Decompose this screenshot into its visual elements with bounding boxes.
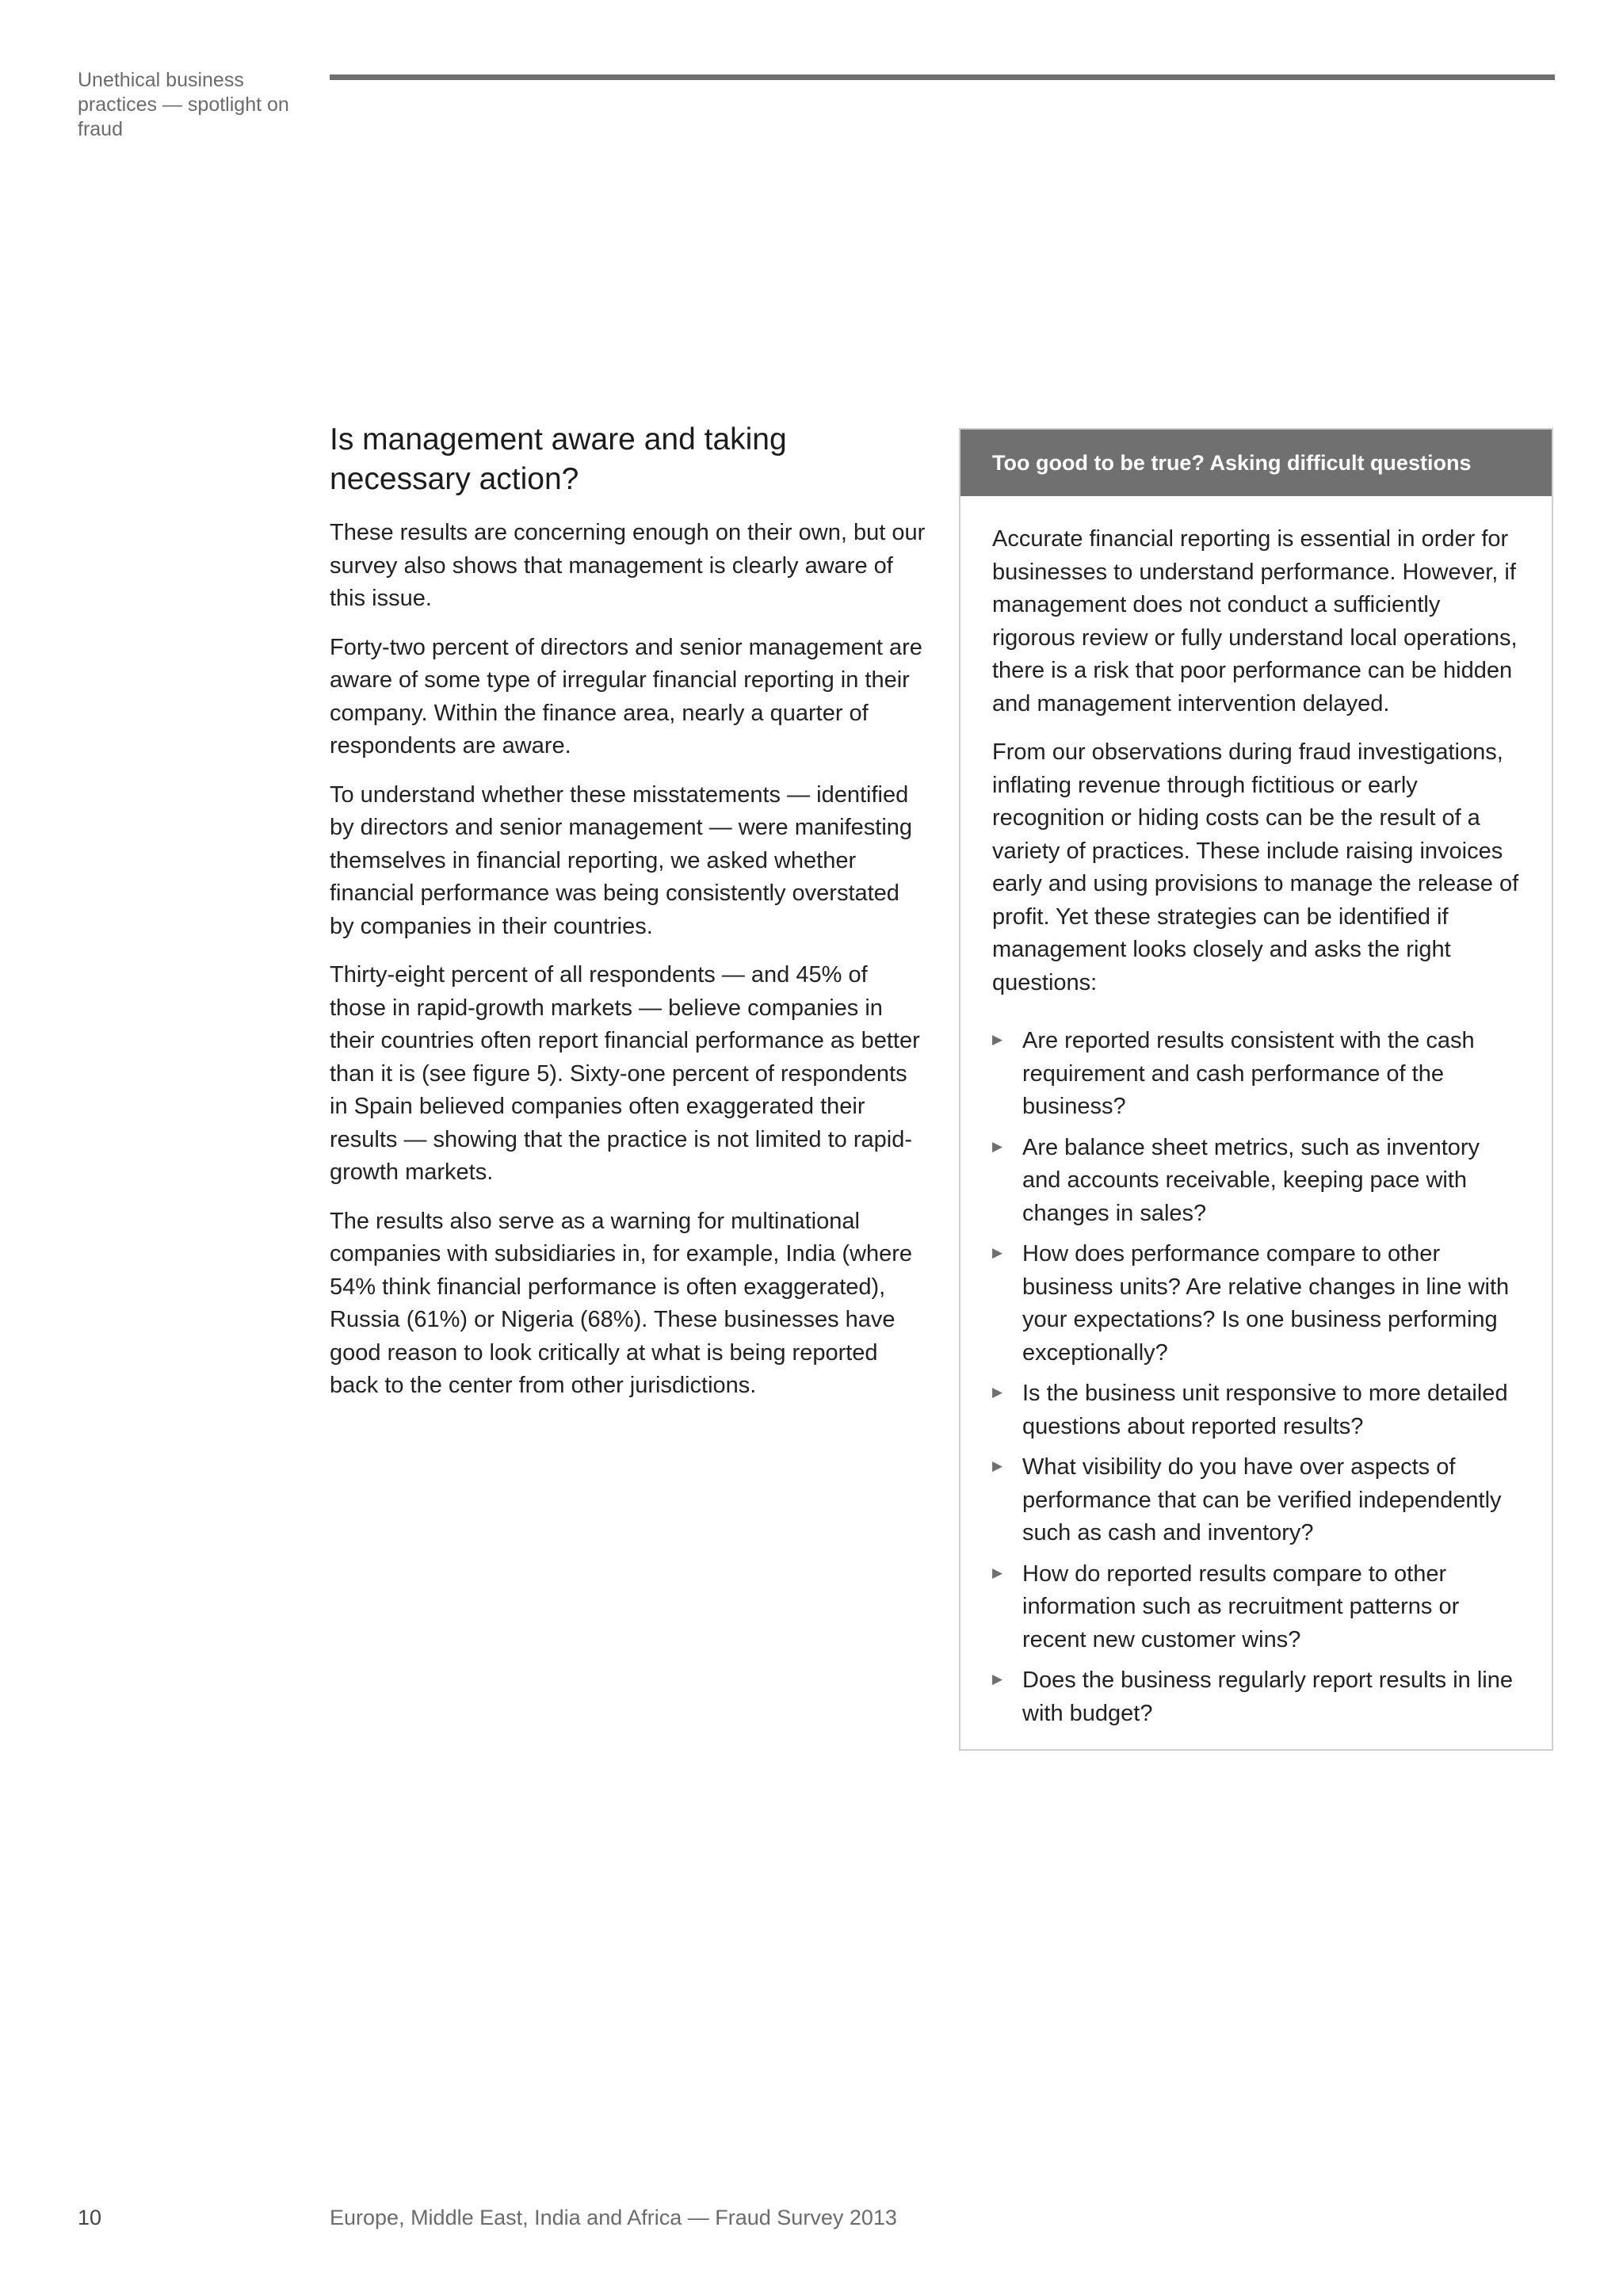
triangle-right-icon: ▶ [992,1458,1003,1473]
list-item [992,1664,1520,1730]
list-item [992,1558,1520,1657]
list-item [992,1132,1520,1231]
sidebar-body [960,496,1552,1749]
body-paragraph: Forty-two percent of directors and senior management are aware of some type of irregular financial reporting in their company. Within the finance area, nearly a quarter of respondents are aware. [330,634,922,758]
body-paragraph: To understand whether these misstatements — identified by directors and senior management — were manifesting themselves in financial reporting, we asked whether financial performance was being consistently overstated by companies in their countries. [330,781,913,939]
sidebar-paragraph: From our observations during fraud investigations, inflating revenue through fictitious or early recognition or hiding costs can be the result of a variety of practices. These include raising invoices early and using provisions to manage the release of profit. Yet these strategies can be identified if management looks closely and asks the right questions: [992,739,1519,995]
question-text: How does performance compare to other business units? Are relative changes in line with your expectations? Is one business performing exceptionally? [1022,1241,1510,1366]
triangle-right-icon: ▶ [992,1385,1003,1400]
section-heading: Is management aware and taking necessary action? [330,422,787,496]
list-item [992,1377,1520,1443]
list-item [992,1025,1520,1124]
question-text: Are balance sheet metrics, such as inventory and accounts receivable, keeping pace with changes in sales? [1022,1134,1480,1226]
triangle-right-icon: ▶ [992,1564,1003,1580]
triangle-right-icon: ▶ [992,1671,1003,1687]
body-paragraph: The results also serve as a warning for multinational companies with subsidiaries in, for example, India (where 54% think financial performance is often exaggerated), Russia (61%) or Nigeria (68%). These businesses have good reason to look critically at what is being reported back to the center from other jurisdictions. [330,1208,913,1398]
triangle-right-icon: ▶ [992,1138,1003,1154]
sidebar-box [959,428,1553,1751]
sidebar-title: Too good to be true? Asking difficult questions [960,430,1552,496]
triangle-right-icon: ▶ [992,1032,1003,1047]
main-column [330,420,926,1419]
body-paragraph: These results are concerning enough on their own, but our survey also shows that management is clearly aware of this issue. [330,520,926,611]
footer-title: Europe, Middle East, India and Africa — Fraud Survey 2013 [330,2206,897,2229]
question-text: Is the business unit responsive to more detailed questions about reported results? [1022,1381,1508,1439]
header-rule [330,74,1555,80]
body-paragraph: Thirty-eight percent of all respondents — and 45% of those in rapid-growth markets — believe companies in their countries often report financial performance as better than it is (see figure 5). Sixty-one percent of respondents in Spain believed companies often exaggerated their results — showing that the practice is not limited to rapid-growth markets. [330,962,920,1185]
question-list [992,1025,1520,1730]
sidebar-paragraph: Accurate financial reporting is essential in order for businesses to understand performance. However, if management does not conduct a sufficiently rigorous review or fully understand local operations, there is a risk that poor performance can be hidden and management intervention delayed. [992,526,1518,716]
question-text: Does the business regularly report results in line with budget? [1022,1668,1513,1726]
question-text: How do reported results compare to other information such as recruitment patterns or recent new customer wins? [1022,1561,1460,1652]
list-item [992,1238,1520,1370]
section-label: Unethical business practices — spotlight on fraud [78,69,289,140]
list-item [992,1451,1520,1550]
page-number: 10 [78,2206,102,2229]
question-text: What visibility do you have over aspects of performance that can be verified independently such as cash and inventory? [1022,1454,1502,1545]
triangle-right-icon: ▶ [992,1245,1003,1260]
question-text: Are reported results consistent with the cash requirement and cash performance of the business? [1022,1028,1475,1119]
